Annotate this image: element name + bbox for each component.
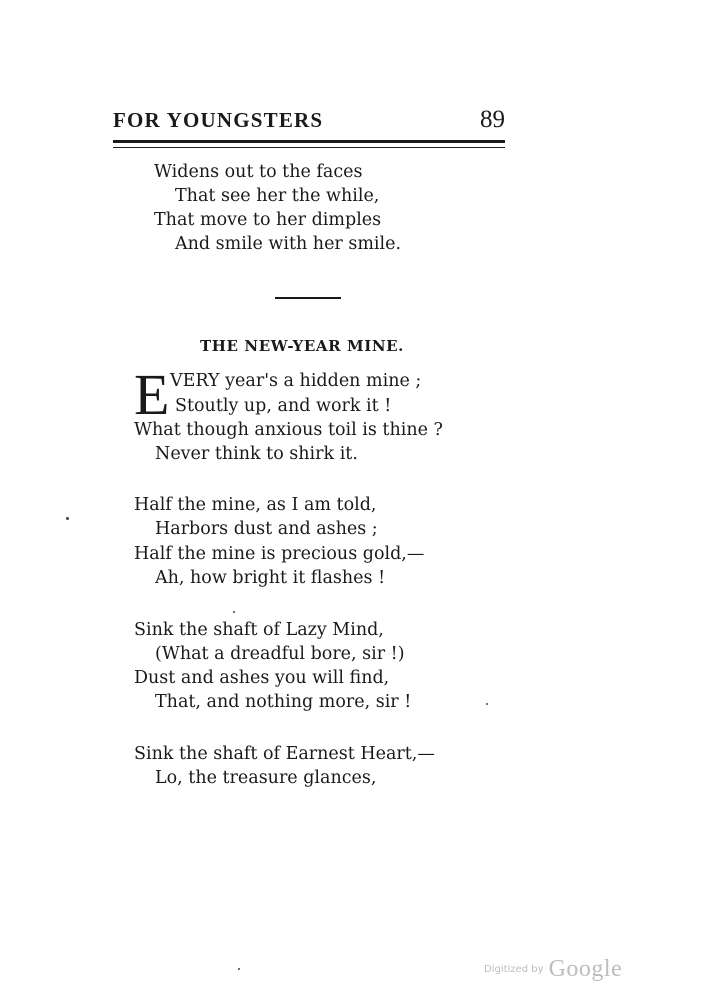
verse-line: Sink the shaft of Lazy Mind, xyxy=(134,620,384,640)
page-number: 89 xyxy=(480,106,505,133)
verse-line: Sink the shaft of Earnest Heart,— xyxy=(134,744,435,764)
verse-line: Widens out to the faces xyxy=(154,162,363,182)
verse-line: What though anxious toil is thine ? xyxy=(134,420,443,440)
section-divider xyxy=(275,297,341,299)
scan-speck xyxy=(486,703,488,705)
scan-speck xyxy=(66,517,69,520)
verse-line: That move to her dimples xyxy=(154,210,382,230)
google-logo: Google xyxy=(548,956,623,982)
page-header xyxy=(113,106,505,142)
verse-line: Ah, how bright it flashes ! xyxy=(155,568,386,588)
digitized-watermark xyxy=(484,956,622,983)
running-head: FOR YOUNGSTERS xyxy=(113,108,324,132)
verse-line: Half the mine is precious gold,— xyxy=(134,544,425,564)
verse-line: That, and nothing more, sir ! xyxy=(155,692,412,712)
header-rule-thin xyxy=(113,147,505,148)
verse-line: (What a dreadful bore, sir !) xyxy=(155,644,405,664)
drop-cap-initial: E xyxy=(134,362,170,427)
poem-title: THE NEW-YEAR MINE. xyxy=(200,337,404,355)
verse-line: Dust and ashes you will find, xyxy=(134,668,390,688)
verse-line: Half the mine, as I am told, xyxy=(134,495,377,515)
verse-line: That see her the while, xyxy=(175,186,380,206)
verse-line: Never think to shirk it. xyxy=(155,444,358,464)
scan-speck xyxy=(233,611,235,613)
digitized-by-label: Digitized by xyxy=(484,964,544,975)
header-rule-thick xyxy=(113,140,505,143)
verse-line: Stoutly up, and work it ! xyxy=(175,396,392,416)
verse-line: And smile with her smile. xyxy=(175,234,402,254)
scan-speck xyxy=(238,968,240,970)
verse-line: Harbors dust and ashes ; xyxy=(155,519,378,539)
verse-line: VERY year's a hidden mine ; xyxy=(170,371,422,391)
verse-line: Lo, the treasure glances, xyxy=(155,768,377,788)
